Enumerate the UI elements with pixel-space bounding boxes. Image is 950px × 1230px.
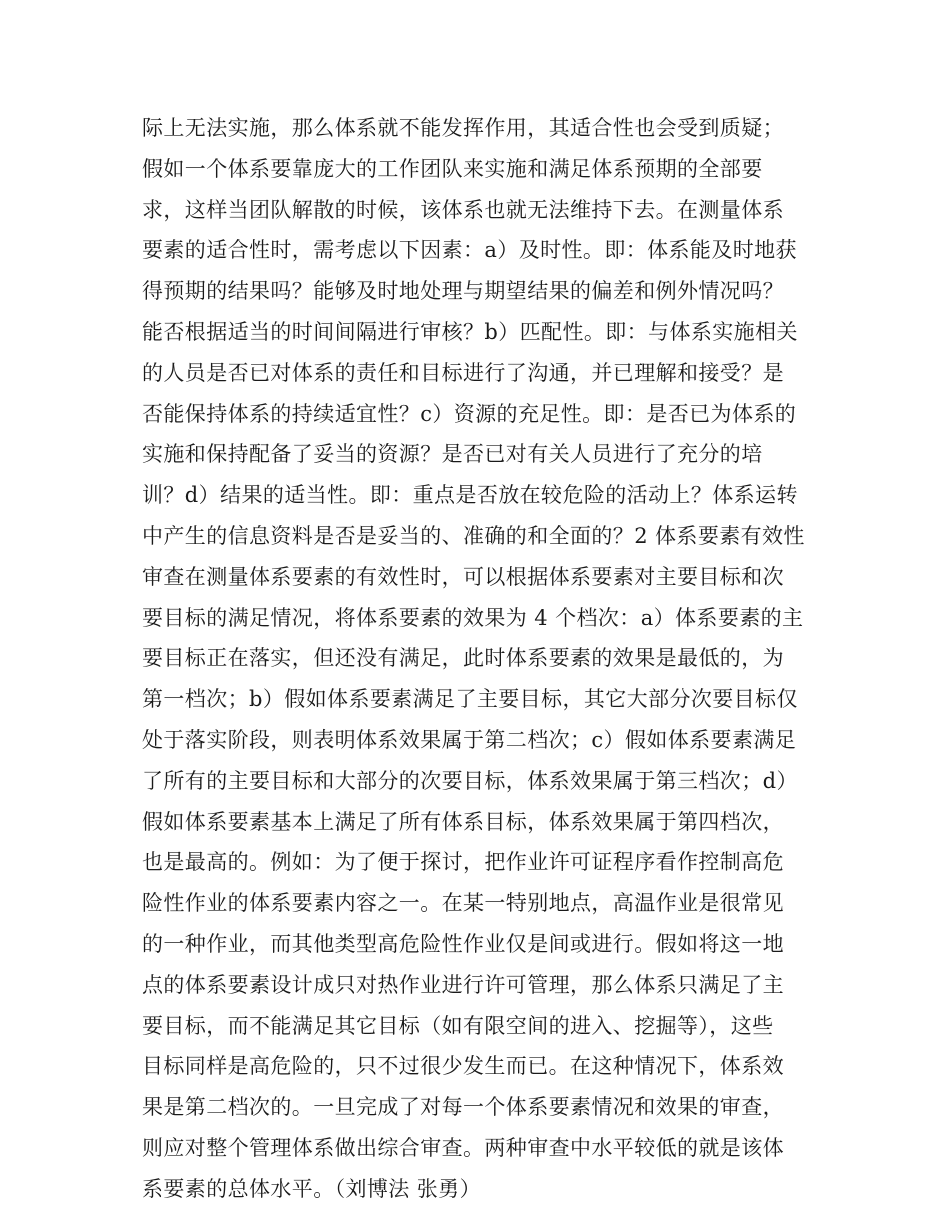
text-line: 目标同样是高危险的，只不过很少发生而已。在这种情况下，体系效: [142, 1054, 784, 1079]
text-line: 要素的适合性时，需考虑以下因素：a）及时性。即：体系能及时地获: [142, 238, 797, 263]
text-line: 实施和保持配备了妥当的资源？是否已对有关人员进行了充分的培: [142, 442, 763, 467]
text-line: 得预期的结果吗？能够及时地处理与期望结果的偏差和例外情况吗？: [142, 279, 784, 304]
text-line: 要目标正在落实，但还没有满足，此时体系要素的效果是最低的，为: [142, 646, 784, 671]
text-line: 第一档次；b）假如体系要素满足了主要目标，其它大部分次要目标仅: [142, 687, 798, 712]
body-text: [142, 108, 822, 1210]
text-line: 假如体系要素基本上满足了所有体系目标，体系效果属于第四档次，: [142, 809, 784, 834]
text-line: 则应对整个管理体系做出综合审查。两种审查中水平较低的就是该体: [142, 1135, 784, 1160]
text-line: 审查在测量体系要素的有效性时，可以根据体系要素对主要目标和次: [142, 564, 784, 589]
text-line: 处于落实阶段，则表明体系效果属于第二档次；c）假如体系要素满足: [142, 727, 797, 752]
text-line: 际上无法实施，那么体系就不能发挥作用，其适合性也会受到质疑；: [142, 116, 784, 140]
text-line: 要目标的满足情况，将体系要素的效果为 4 个档次：a）体系要素的主: [142, 605, 804, 630]
text-line: 的人员是否已对体系的责任和目标进行了沟通，并已理解和接受？是: [142, 360, 784, 385]
text-line: 了所有的主要目标和大部分的次要目标，体系效果属于第三档次；d）: [142, 768, 798, 793]
text-line: 中产生的信息资料是否是妥当的、准确的和全面的？2 体系要素有效性: [142, 523, 805, 548]
text-line: 假如一个体系要靠庞大的工作团队来实施和满足体系预期的全部要: [142, 156, 763, 181]
text-line: 否能保持体系的持续适宜性？c）资源的充足性。即：是否已为体系的: [142, 401, 797, 426]
text-line: 点的体系要素设计成只对热作业进行许可管理，那么体系只满足了主: [142, 972, 784, 997]
text-line: 也是最高的。例如：为了便于探讨，把作业许可证程序看作控制高危: [142, 850, 784, 875]
text-line: 训？d）结果的适当性。即：重点是否放在较危险的活动上？体系运转: [142, 483, 798, 508]
text-line: 能否根据适当的时间间隔进行审核？b）匹配性。即：与体系实施相关: [142, 319, 798, 344]
text-line: 求，这样当团队解散的时候，该体系也就无法维持下去。在测量体系: [142, 197, 784, 222]
text-line: 要目标，而不能满足其它目标（如有限空间的进入、挖掘等），这些: [142, 1013, 774, 1038]
text-line: 果是第二档次的。一旦完成了对每一个体系要素情况和效果的审查，: [142, 1095, 784, 1120]
text-line: 系要素的总体水平。（刘博法 张勇）: [142, 1176, 481, 1201]
text-line: 的一种作业，而其他类型高危险性作业仅是间或进行。假如将这一地: [142, 931, 784, 956]
text-line: 险性作业的体系要素内容之一。在某一特别地点，高温作业是很常见: [142, 891, 784, 916]
